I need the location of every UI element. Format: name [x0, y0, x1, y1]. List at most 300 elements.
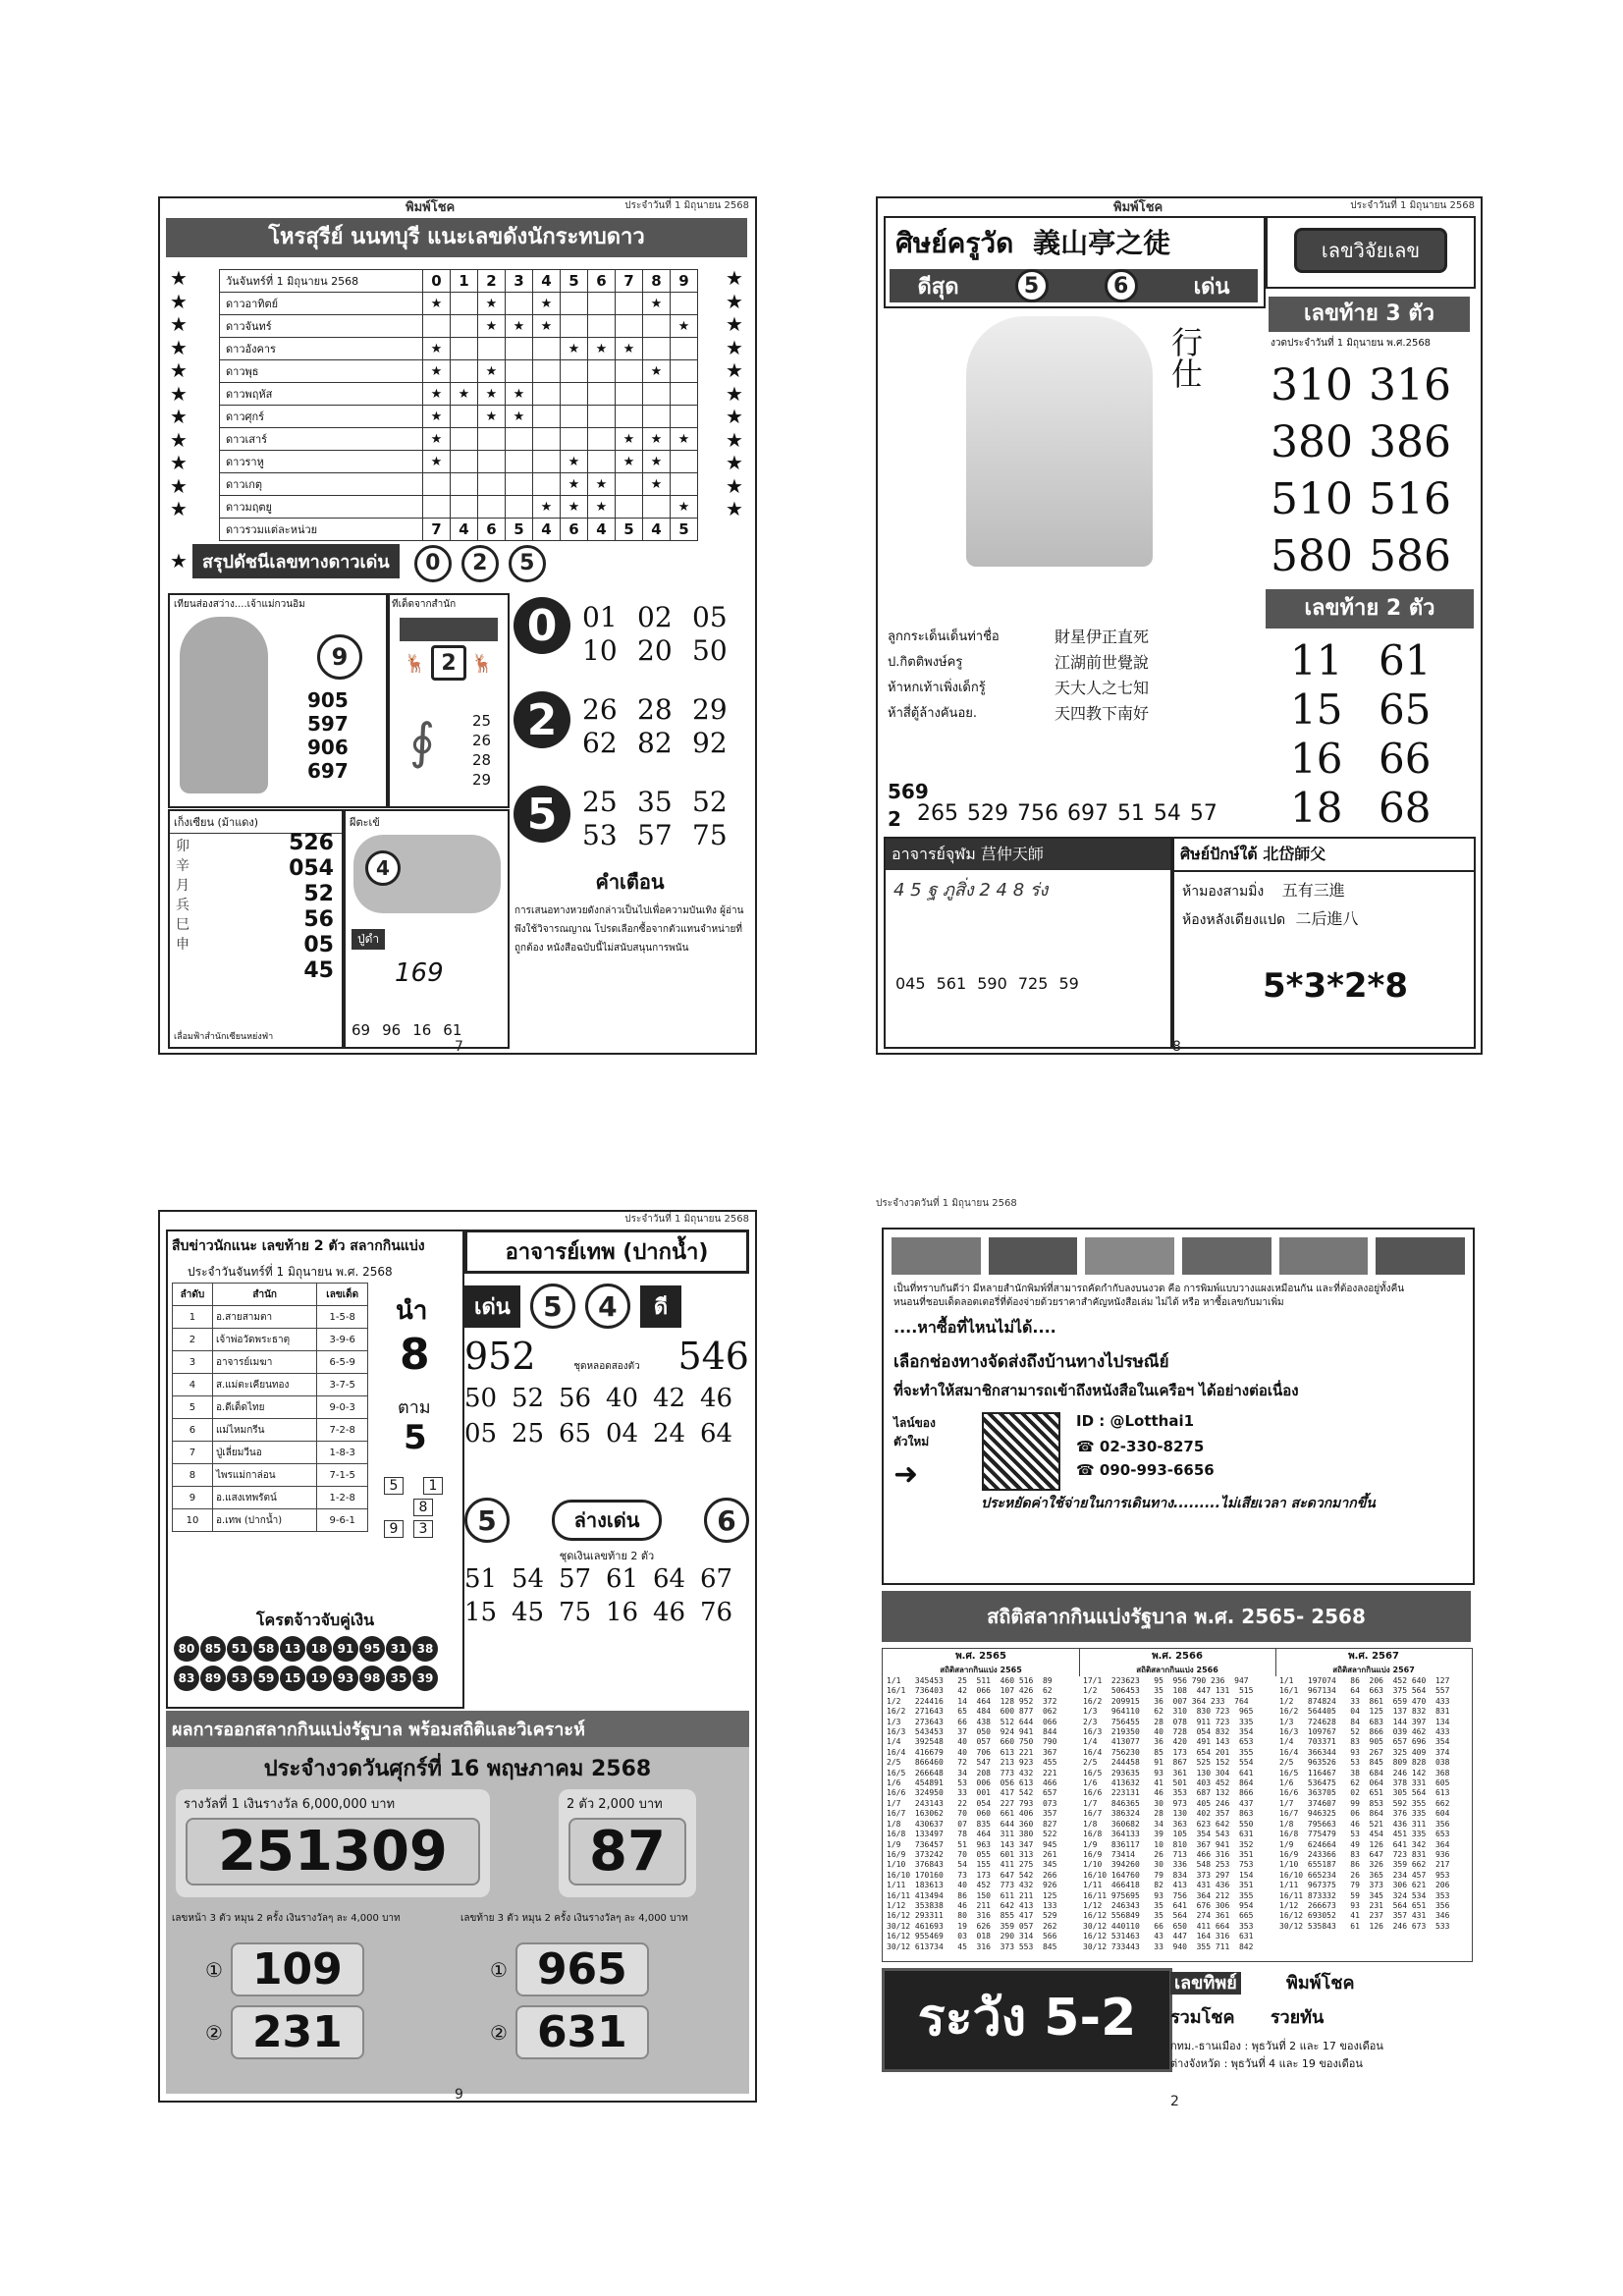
two-row: [1290, 636, 1477, 685]
ad-question: ....หาซื้อที่ไหนไม่ได้....: [893, 1318, 1056, 1337]
pair-num: 64: [700, 1419, 733, 1449]
left-stars: ★ ★ ★ ★ ★ ★ ★ ★ ★ ★ ★: [170, 266, 188, 520]
guanyin-num-item: 697: [307, 759, 349, 783]
deer-title: ทีเด็ดจากสำนัก: [392, 599, 457, 610]
table-cell: เจ้าพ่อวัดพระธาตุ: [212, 1329, 316, 1351]
follow-label: ตาม: [398, 1397, 431, 1418]
year-head-2: [1275, 1649, 1472, 1676]
page-2: [876, 196, 1483, 1055]
cash-pair: 85: [200, 1636, 226, 1662]
sub-digit-1: 6: [1105, 269, 1138, 302]
number-cell: 26: [582, 693, 618, 726]
deer-list: [472, 711, 491, 790]
table-row: [220, 406, 698, 428]
number-cell: 10: [582, 634, 618, 667]
row-label: ดาวพุธ: [220, 360, 423, 383]
three-num: 380: [1271, 417, 1353, 467]
deer-banner: [400, 618, 498, 641]
star-cell: [451, 428, 478, 451]
star-icon: ★: [595, 499, 608, 515]
page-2-title: [886, 218, 1264, 269]
table-row: [173, 1419, 368, 1442]
star-cell: [616, 406, 643, 428]
star-cell: [643, 293, 671, 315]
star-cell: [643, 406, 671, 428]
star-icon: ★: [513, 386, 525, 402]
star-icon: ★: [513, 318, 525, 334]
star-icon: ★: [430, 296, 443, 311]
cash-pair: 80: [174, 1636, 199, 1662]
pair-num: 54: [512, 1564, 545, 1594]
n3-right: 546: [677, 1335, 749, 1378]
table-cell: 6: [173, 1419, 213, 1442]
two-nums: [1290, 636, 1477, 833]
cash-pair: 58: [253, 1636, 279, 1662]
row-label: ดาวราหู: [220, 451, 423, 473]
first-prize-label: รางวัลที่ 1 เงินรางวัล 6,000,000 บาท: [184, 1797, 396, 1812]
star-cell: [506, 293, 533, 315]
left-box-num: 56: [303, 907, 334, 932]
box-right-line-1-text: ห้องหลังเดียงแปด: [1182, 912, 1286, 928]
front3-mark-1: ②: [205, 2020, 223, 2045]
box-right-line-1: [1174, 902, 1474, 935]
total-cell: 4: [533, 519, 561, 541]
table-cell: อ.สายสามตา: [212, 1306, 316, 1329]
two-title: เลขท้าย 2 ตัว: [1266, 589, 1474, 629]
ad-cover-1: [892, 1237, 981, 1275]
circle-digit-2: 5: [514, 786, 570, 843]
page-2-publisher: พิมพ์โชค: [1113, 200, 1163, 215]
star-cell: [451, 293, 478, 315]
star-cell: [451, 406, 478, 428]
brand-1: เลขทิพย์: [1170, 1972, 1241, 1995]
star-icon: ★: [622, 341, 635, 356]
table-row: [173, 1306, 368, 1329]
cash-pair: 59: [253, 1666, 279, 1691]
star-icon: ★: [430, 454, 443, 469]
number-cell: 25: [582, 786, 618, 818]
ad-cover-2: [989, 1237, 1078, 1275]
star-cell: [561, 293, 588, 315]
star-cell: [616, 383, 643, 406]
year-sub-0: สถิติสลากกินแบ่ง 2565: [940, 1666, 1022, 1674]
pair-num: 76: [700, 1598, 733, 1627]
cash-pair: 51: [227, 1636, 252, 1662]
star-icon: ★: [540, 318, 553, 334]
deer-num-item: 29: [472, 771, 492, 789]
mid-bottom-num: 61: [443, 1021, 462, 1039]
number-row: [582, 727, 749, 760]
left-box-num: 45: [303, 958, 334, 983]
cash-pair: 38: [412, 1636, 438, 1662]
star-icon: ★: [568, 476, 580, 492]
grid-num: 9: [384, 1520, 404, 1538]
left-line: ห้าหกเท้าเพิ่งเด็กรู้: [888, 681, 986, 695]
year-sub-1: สถิติสลากกินแบ่ง 2566: [1136, 1666, 1218, 1674]
table-cell: อาจารย์เมฆา: [212, 1351, 316, 1374]
digit-col-8: 8: [643, 270, 671, 293]
two-prize-box: [559, 1789, 696, 1897]
deer-row: [390, 645, 508, 681]
pair-num: 16: [606, 1598, 639, 1627]
deer-num-item: 25: [472, 712, 492, 730]
two-num: 65: [1379, 685, 1432, 734]
lower-digit-0: 5: [464, 1498, 510, 1543]
col-head: เลขเด็ด: [317, 1284, 368, 1306]
table-cell: 8: [173, 1464, 213, 1487]
cash-pair: 15: [280, 1666, 305, 1691]
warning-text: การเสนอทางหวยดังกล่าวเป็นไปเพื่อความบันเทิง ผู้อ่านพึงใช้วิจารณญาณ โปรดเลือกซื้อจากตัวแทนจำหน่ายที่ถูกต้อง หนังสือฉบับนี้ไม่สนับสนุนการพนัน: [514, 905, 744, 954]
summary-digit-1: 2: [461, 545, 499, 582]
summary-title: สรุปดัชนีเลขทางดาวเด่น: [192, 544, 400, 578]
star-cell: [533, 338, 561, 360]
ad-box: [882, 1228, 1475, 1585]
star-icon: ★: [595, 341, 608, 356]
star-icon: ★: [430, 386, 443, 402]
brand-2: พิมพ์โชค: [1286, 1973, 1355, 1994]
row-label: ดาวจันทร์: [220, 315, 423, 338]
star-cell: [671, 406, 698, 428]
left-title: สืบข่าวนักแนะ เลขท้าย 2 ตัว สลากกินแบ่ง: [172, 1238, 425, 1254]
star-cell: [643, 383, 671, 406]
back3-1: [490, 2005, 649, 2059]
star-cell: [533, 315, 561, 338]
guanyin-box: [168, 593, 388, 808]
summary-digit-0: 0: [414, 545, 452, 582]
box-right-line-1-cn: 二后進八: [1295, 909, 1359, 928]
total-cell: 4: [451, 519, 478, 541]
star-cell: [588, 293, 616, 315]
star-cell: [451, 451, 478, 473]
star-cell: [423, 473, 451, 496]
ad-cover-4: [1182, 1237, 1271, 1275]
table-cell: 1: [173, 1306, 213, 1329]
deer-handwriting: ∮: [409, 713, 436, 770]
grid-num: 8: [413, 1499, 433, 1516]
star-icon: ★: [485, 296, 498, 311]
star-cell: [478, 473, 506, 496]
box-left-header: [886, 839, 1170, 870]
mid-bottom-nums: [352, 1021, 473, 1039]
left-box-num: 05: [303, 933, 334, 957]
row-label: ดาวเสาร์: [220, 428, 423, 451]
table-header-label: วันจันทร์ที่ 1 มิถุนายน 2568: [220, 270, 423, 293]
star-cell: [616, 496, 643, 519]
circle-digit-1: 2: [514, 691, 570, 748]
star-cell: [643, 428, 671, 451]
two-prize: 87: [568, 1818, 686, 1886]
three-row: [1271, 357, 1472, 414]
star-cell: [533, 473, 561, 496]
left-lower-title: เก็งเซียน (ม้าแดง): [170, 811, 342, 834]
title-cn: 義山亭之徒: [1033, 227, 1171, 259]
year-sub-2: สถิติสลากกินแบ่ง 2567: [1332, 1666, 1415, 1674]
follow-num: 5: [404, 1418, 427, 1457]
page-1: [158, 196, 757, 1055]
star-cell: [423, 293, 451, 315]
table-cell: แม่ไหมกรีน: [212, 1419, 316, 1442]
star-cell: [423, 406, 451, 428]
total-cell: 5: [671, 519, 698, 541]
star-icon: ★: [485, 386, 498, 402]
mid-bottom-num: 16: [412, 1021, 432, 1039]
lower-sub: ชุดเงินเลขท้าย 2 ตัว: [559, 1550, 655, 1562]
star-icon: ★: [622, 431, 635, 447]
lower-row-2: [464, 1598, 749, 1627]
summary-row: ★ สรุปดัชนีเลขทางดาวเด่น 0 2 5: [170, 544, 749, 583]
star-cell: [451, 473, 478, 496]
table-cell: 2: [173, 1329, 213, 1351]
box-right-line-0-text: ห้ามองสามมิ่ง: [1182, 884, 1265, 900]
star-icon: ★: [485, 363, 498, 379]
stat-title: สถิติสลากกินแบ่งรัฐบาล พ.ศ. 2565- 2568: [882, 1591, 1471, 1642]
cash-pair: 13: [280, 1636, 305, 1662]
tel-2-text: 090-993-6656: [1099, 1461, 1215, 1479]
year-2: พ.ศ. 2567: [1348, 1651, 1399, 1662]
cash-pair: 19: [306, 1666, 332, 1691]
star-cell: [616, 293, 643, 315]
brand-row-1: [1170, 1968, 1471, 1996]
ad-contact: [884, 1404, 1473, 1493]
table-cell: ปู่เลี่ยมวีนอ: [212, 1442, 316, 1464]
cash-pair: 91: [333, 1636, 358, 1662]
three-num: 580: [1271, 531, 1353, 581]
table-row: [173, 1442, 368, 1464]
star-icon: ★: [540, 499, 553, 515]
star-cell: [478, 315, 506, 338]
row-label: ดาวเกตุ: [220, 473, 423, 496]
row-label: ดาวอาทิตย์: [220, 293, 423, 315]
phone-icon: ☎: [1076, 1438, 1100, 1455]
ad-cover-6: [1376, 1237, 1465, 1275]
total-cell: 4: [588, 519, 616, 541]
three-row: [1271, 471, 1472, 528]
front3-mark-0: ①: [205, 1957, 223, 1982]
table-row: [173, 1509, 368, 1532]
dee-label: ดี: [640, 1285, 681, 1328]
guanyin-num-item: 905: [307, 688, 349, 712]
star-icon: ★: [513, 409, 525, 424]
lines-cn: [1055, 625, 1149, 727]
star-cell: [478, 451, 506, 473]
table-row: [220, 360, 698, 383]
number-cell: 50: [692, 634, 728, 667]
number-row: [582, 693, 749, 727]
ad-footer: ประหยัดค่าใช้จ่ายในการเดินทาง.........ไม่เสียเวลา สะดวกมากขึ้น: [981, 1496, 1376, 1511]
pair-num: 50: [464, 1384, 498, 1413]
cn-line: 天大人之七知: [1055, 679, 1150, 697]
results-panel: [166, 1711, 749, 2094]
box-left-title: อาจารย์จุฬม: [892, 845, 976, 863]
table-cell: 4: [173, 1374, 213, 1396]
table-cell: 10: [173, 1509, 213, 1532]
box-left: [884, 837, 1172, 1049]
table-cell: 3-9-6: [317, 1329, 368, 1351]
star-cell: [533, 406, 561, 428]
sub-right: เด่น: [1193, 274, 1230, 300]
left-line: ลูกกระเด็นเด็นท่าชื่อ: [888, 629, 1000, 644]
star-cell: [671, 451, 698, 473]
star-cell: [478, 383, 506, 406]
star-cell: [423, 496, 451, 519]
left-panel: [166, 1230, 464, 1709]
left-lower-caption: เลื่อมฟ้าสำนักเซียนหย่งฟ่า: [174, 1032, 274, 1042]
star-cell: [671, 293, 698, 315]
table-cell: 7-1-5: [317, 1464, 368, 1487]
star-icon: ★: [568, 499, 580, 515]
dens-label: เด่น: [464, 1285, 520, 1328]
pairs-row-1: [464, 1384, 749, 1413]
number-cell: 92: [692, 727, 728, 759]
pair-num: 51: [464, 1564, 498, 1594]
number-cell: 28: [637, 693, 673, 726]
ad-text-1: เป็นที่ทราบกันดีว่า มีหลายสำนักพิมพ์ที่สามารถคัดกำกับลงบนงวด คือ การพิมพ์แบบวางแผงเหมือนกัน และที่ต้องลงอยู่ทั้งคืน: [893, 1284, 1405, 1294]
cash-pair: 53: [227, 1666, 252, 1691]
stat-col-2: 1/1 197074 86 206 452 640 127 16/1 967134 64 663 375 564 557 1/2 874824 33 861 659 470 433 16/2 564405 04 125 137 832 831 1/3 724628 84 683 144 397 134 16/3 109767 52 866 039 462 433 1/4 703371 83 905 657 696 354 16/4 366344 93 267 325 409 374 2/5 963526 53 845 809 828 038 16/5 116467 38 684 246 142 368 1/6 536475 62 064 378 331 605 16/6 363705 02 651 305 564 613 1/7 374607 99 853 592 355 662 16/7 946325 06 864 376 335 604 1/8 795663 46 521 436 311 356 16/8 775479 53 454 451 335 653 1/9 624664 49 126 641 342 364 16/9 243366 83 647 723 831 936 1/10 655187 86 326 359 662 217 16/10 665234 26 365 234 457 953 1/11 967375 79 373 306 621 206 16/11 873332 59 345 324 534 353 1/12 266673 93 231 564 651 356 16/12 693052 41 237 357 431 346 30/12 535843 61 126 246 673 533: [1279, 1676, 1450, 1931]
grid-num: 5: [384, 1477, 404, 1495]
cash-row-1: [174, 1636, 439, 1662]
star-cell: [423, 428, 451, 451]
dens-digit-0: 5: [530, 1284, 575, 1329]
star-cell: [423, 451, 451, 473]
table-cell: ส.แม่ตะเคียนทอง: [212, 1374, 316, 1396]
left-box-num: 054: [289, 856, 334, 881]
star-cell: [561, 338, 588, 360]
year-head-1: [1079, 1649, 1276, 1676]
arrow-icon: ➜: [893, 1457, 919, 1492]
grid-nums: [384, 1477, 453, 1546]
planet-star-table: [219, 269, 698, 541]
grid-num: 3: [413, 1520, 433, 1538]
brand-3: รวมโชค: [1170, 2007, 1235, 2028]
ad-cover-5: [1279, 1237, 1369, 1275]
table-row: [220, 383, 698, 406]
table-row: [173, 1464, 368, 1487]
page-4-date: ประจำงวดวันที่ 1 มิถุนายน 2568: [876, 1198, 1017, 1209]
total-cell: 7: [423, 519, 451, 541]
table-row: [220, 293, 698, 315]
pair-num: 25: [512, 1419, 545, 1449]
deer-num-item: 28: [472, 751, 492, 769]
mid-lower-box: [344, 809, 510, 1049]
number-cell: 20: [637, 634, 673, 667]
box-left-handwriting: 4 5 ฐ ภูสิ่ง 2 4 8 ร่ง: [893, 880, 1049, 901]
box-right-sum: 5*3*2*8: [1263, 966, 1408, 1006]
number-cell: 02: [637, 601, 673, 633]
star-cell: [478, 428, 506, 451]
star-cell: [561, 496, 588, 519]
two-num: 66: [1379, 735, 1432, 783]
star-cell: [506, 473, 533, 496]
digit-col-9: 9: [671, 270, 698, 293]
guanyin-figure: [180, 617, 268, 793]
left-line: ห้าสี่ตู้ล้างคันอย.: [888, 706, 977, 721]
page-4-number: 2: [1170, 2094, 1179, 2109]
three-num: 386: [1369, 417, 1451, 467]
sub-band: [890, 269, 1258, 302]
star-cell: [533, 428, 561, 451]
star-cell: [561, 383, 588, 406]
pair-num: 40: [606, 1384, 639, 1413]
deer-num-item: 26: [472, 732, 492, 749]
box-left-cn: 莒仲天師: [980, 845, 1044, 863]
three-title: เลขท้าย 3 ตัว: [1269, 297, 1470, 332]
cash-pair: 95: [359, 1636, 385, 1662]
brand-box: [1170, 1968, 1471, 2070]
star-cell: [561, 315, 588, 338]
brand-row-2: [1170, 2002, 1471, 2031]
star-cell: [616, 360, 643, 383]
circle-digit-0: 0: [514, 597, 570, 654]
dens-row: [464, 1284, 749, 1329]
three-num: 510: [1271, 474, 1353, 524]
star-cell: [506, 451, 533, 473]
star-cell: [588, 451, 616, 473]
star-cell: [671, 383, 698, 406]
star-cell: [506, 383, 533, 406]
front3-label: เลขหน้า 3 ตัว หมุน 2 ครั้ง เงินรางวัลๆ ละ 4,000 บาท: [172, 1913, 401, 1924]
star-cell: [506, 496, 533, 519]
table-cell: อ.แสงเทพรัตน์: [212, 1487, 316, 1509]
two-num: 16: [1290, 735, 1343, 783]
digit-col-5: 5: [561, 270, 588, 293]
ad-line-1: เลือกช่องทางจัดส่งถึงบ้านทางไปรษณีย์: [893, 1352, 1169, 1372]
three-num: 316: [1369, 360, 1451, 410]
pair-num: 04: [606, 1419, 639, 1449]
star-icon: ★: [650, 476, 663, 492]
star-cell: [561, 451, 588, 473]
dens-digit-1: 4: [585, 1284, 630, 1329]
year-1: พ.ศ. 2566: [1152, 1651, 1203, 1662]
number-cell: 52: [692, 786, 728, 818]
cash-pair: 39: [412, 1666, 438, 1691]
two-row: [1290, 685, 1477, 735]
mid-lower-title: ผีตะเข้: [350, 816, 380, 829]
star-cell: [423, 383, 451, 406]
three-num: 516: [1369, 474, 1451, 524]
grid-num: 1: [423, 1477, 443, 1495]
number-cell: 35: [637, 786, 673, 818]
first-prize-box: [176, 1789, 490, 1897]
pair-num: 64: [653, 1564, 686, 1594]
right-stars: ★ ★ ★ ★ ★ ★ ★ ★ ★ ★ ★: [726, 266, 743, 520]
digit-col-6: 6: [588, 270, 616, 293]
star-cell: [616, 473, 643, 496]
star-icon: ★: [622, 454, 635, 469]
digit-col-4: 4: [533, 270, 561, 293]
pair-num: 61: [606, 1564, 639, 1594]
guanyin-caption: เทียนส่องสว่าง....เจ้าแม่กวนอิม: [174, 599, 305, 610]
table-cell: 3: [173, 1351, 213, 1374]
star-cell: [451, 315, 478, 338]
table-cell: อ.เทพ (ปากน้ำ): [212, 1509, 316, 1532]
page-2-title-box: [884, 216, 1266, 308]
box-right-cn: 北岱師父: [1263, 845, 1326, 863]
left-bottom-sub: 2: [888, 807, 901, 831]
table-row: [220, 428, 698, 451]
ad-cover-3: [1085, 1237, 1174, 1275]
deer-box: [388, 593, 510, 808]
tel-2: [1076, 1461, 1215, 1479]
two-num: 18: [1290, 784, 1343, 832]
lead-label: นำ: [396, 1296, 428, 1326]
pair-num: 46: [700, 1384, 733, 1413]
star-icon: ★: [677, 431, 690, 447]
stat-table: [882, 1648, 1473, 1962]
lines-left: [888, 625, 1000, 727]
number-row: [582, 819, 749, 852]
cn-column: 卯 辛 月 兵 巳 申: [176, 839, 189, 953]
